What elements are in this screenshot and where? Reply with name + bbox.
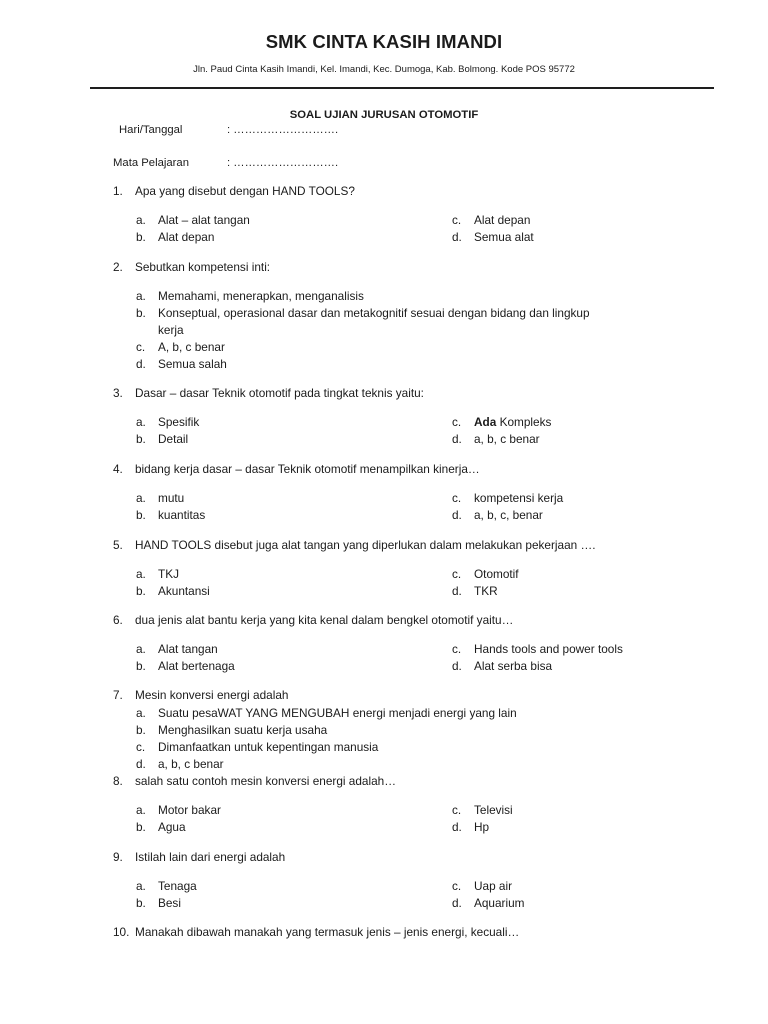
field-label-subject: Mata Pelajaran bbox=[113, 157, 189, 169]
field-label-date: Hari/Tanggal bbox=[119, 124, 183, 136]
q2-option-a: a. Memahami, menerapkan, menganalisis bbox=[136, 289, 364, 303]
q3-option-c: c. Ada Kompleks bbox=[452, 415, 552, 429]
question-10: 10. Manakah dibawah manakah yang termasuk jenis – jenis energi, kecuali… bbox=[113, 925, 520, 939]
q6-option-c: c. Hands tools and power tools bbox=[452, 642, 623, 656]
q7-option-d: d. a, b, c benar bbox=[136, 757, 224, 771]
school-address: Jln. Paud Cinta Kasih Imandi, Kel. Imandi, Kec. Dumoga, Kab. Bolmong. Kode POS 95772 bbox=[193, 64, 575, 75]
question-8: 8. salah satu contoh mesin konversi energi adalah… bbox=[113, 774, 396, 788]
q2-option-b-cont: kerja bbox=[158, 323, 184, 337]
q5-option-b: b. Akuntansi bbox=[136, 584, 210, 598]
q9-option-c: c. Uap air bbox=[452, 879, 513, 893]
question-1: 1. Apa yang disebut dengan HAND TOOLS? bbox=[113, 184, 355, 198]
question-7: 7. Mesin konversi energi adalah bbox=[113, 688, 289, 702]
q4-option-d: d. a, b, c, benar bbox=[452, 508, 543, 522]
q6-option-d: d. Alat serba bisa bbox=[452, 659, 553, 673]
q5-option-c: c. Otomotif bbox=[452, 567, 519, 581]
question-3: 3. Dasar – dasar Teknik otomotif pada tingkat teknis yaitu: bbox=[113, 386, 424, 400]
field-value-subject: : ………………………. bbox=[227, 157, 339, 169]
q1-option-d: d. Semua alat bbox=[452, 230, 534, 244]
q8-option-b: b. Agua bbox=[136, 820, 186, 834]
school-name: SMK CINTA KASIH IMANDI bbox=[265, 31, 503, 52]
q4-option-a: a. mutu bbox=[136, 491, 185, 505]
q9-option-d: d. Aquarium bbox=[452, 896, 525, 910]
q2-option-c: c. A, b, c benar bbox=[136, 340, 225, 354]
question-2: 2. Sebutkan kompetensi inti: bbox=[113, 260, 271, 274]
q3-option-a: a. Spesifik bbox=[136, 415, 200, 429]
q7-option-a: a. Suatu pesaWAT YANG MENGUBAH energi menjadi energi yang lain bbox=[136, 706, 517, 720]
q7-option-b: b. Menghasilkan suatu kerja usaha bbox=[136, 723, 328, 737]
q8-option-a: a. Motor bakar bbox=[136, 803, 221, 817]
q5-option-d: d. TKR bbox=[452, 584, 498, 598]
q1-option-c: c. Alat depan bbox=[452, 213, 531, 227]
question-6: 6. dua jenis alat bantu kerja yang kita kenal dalam bengkel otomotif yaitu… bbox=[113, 613, 514, 627]
q1-option-a: a. Alat – alat tangan bbox=[136, 213, 250, 227]
field-value-date: : ………………………. bbox=[227, 124, 339, 136]
question-4: 4. bidang kerja dasar – dasar Teknik otomotif menampilkan kinerja… bbox=[113, 462, 480, 476]
q3-option-b: b. Detail bbox=[136, 432, 189, 446]
q8-option-c: c. Televisi bbox=[452, 803, 513, 817]
q8-option-d: d. Hp bbox=[452, 820, 490, 834]
q2-option-d: d. Semua salah bbox=[136, 357, 227, 371]
q4-option-c: c. kompetensi kerja bbox=[452, 491, 564, 505]
question-5: 5. HAND TOOLS disebut juga alat tangan yang diperlukan dalam melakukan pekerjaan …. bbox=[113, 538, 596, 552]
q7-option-c: c. Dimanfaatkan untuk kepentingan manusia bbox=[136, 740, 379, 754]
q9-option-b: b. Besi bbox=[136, 896, 181, 910]
q4-option-b: b. kuantitas bbox=[136, 508, 206, 522]
q6-option-a: a. Alat tangan bbox=[136, 642, 218, 656]
q5-option-a: a. TKJ bbox=[136, 567, 179, 581]
exam-title: SOAL UJIAN JURUSAN OTOMOTIF bbox=[289, 109, 479, 121]
question-9: 9. Istilah lain dari energi adalah bbox=[113, 850, 286, 864]
q6-option-b: b. Alat bertenaga bbox=[136, 659, 235, 673]
q2-option-b: b. Konseptual, operasional dasar dan metakognitif sesuai dengan bidang dan lingkup bbox=[136, 306, 590, 320]
q3-option-d: d. a, b, c benar bbox=[452, 432, 540, 446]
q9-option-a: a. Tenaga bbox=[136, 879, 197, 893]
header-divider bbox=[90, 87, 714, 89]
q1-option-b: b. Alat depan bbox=[136, 230, 215, 244]
